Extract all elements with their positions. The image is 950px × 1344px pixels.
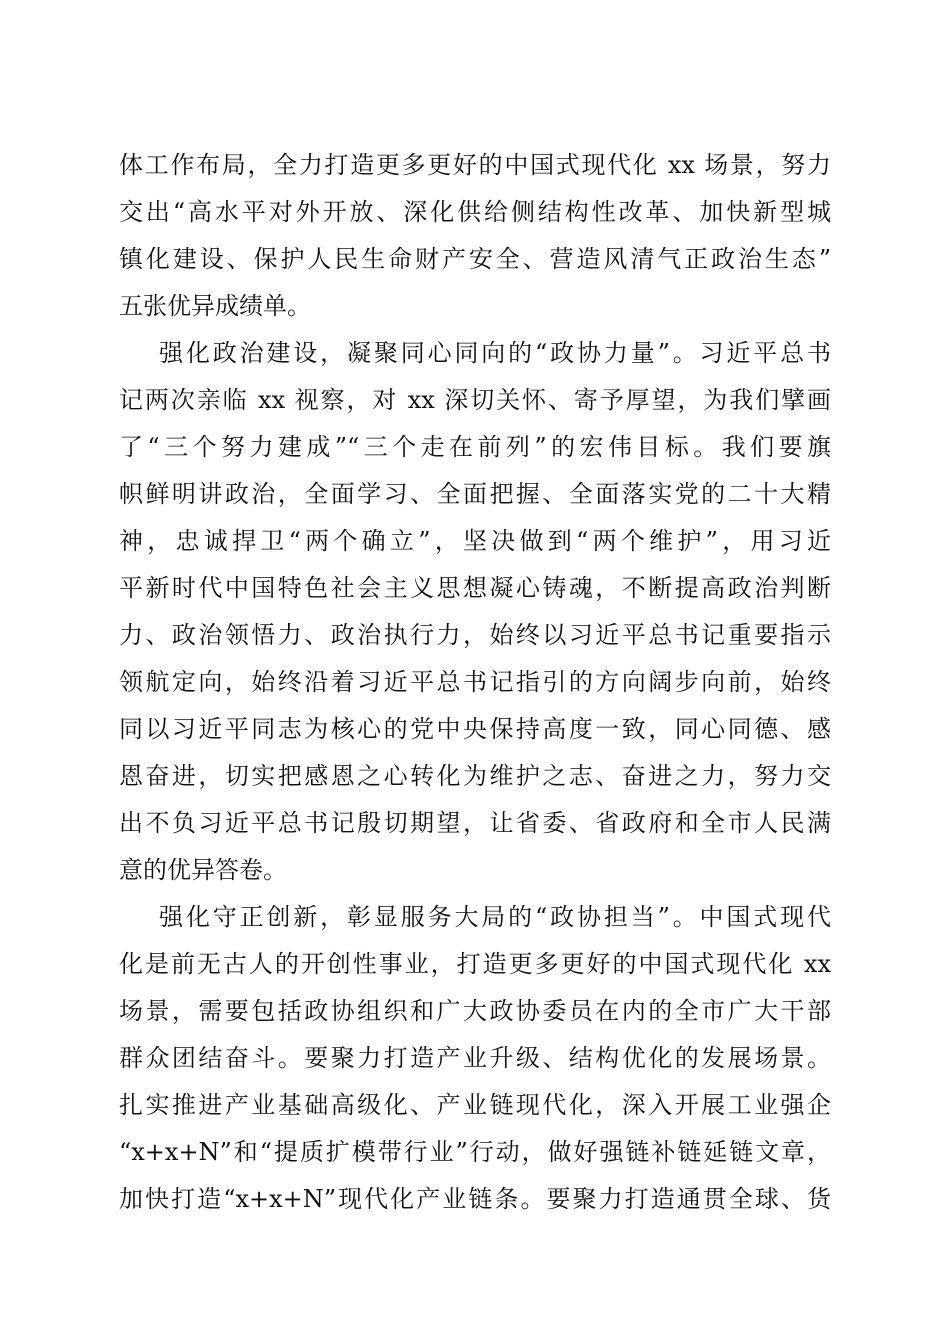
text-line: 强化守正创新，彰显服务大局的“政协担当”。中国式现代 xyxy=(159,903,831,931)
text-line: 镇化建设、保护人民生命财产安全、营造风清气正政治生态” xyxy=(119,245,831,273)
text-line: 平新时代中国特色社会主义思想凝心铸魂，不断提高政治判断 xyxy=(119,574,831,602)
text-line: 群众团结奋斗。要聚力打造产业升级、结构优化的发展场景。 xyxy=(119,1044,831,1072)
text-line: 了“三个努力建成”“三个走在前列”的宏伟目标。我们要旗 xyxy=(119,433,831,461)
text-line: 五张优异成绩单。 xyxy=(119,292,311,320)
text-line: 力、政治领悟力、政治执行力，始终以习近平总书记重要指示 xyxy=(119,621,831,649)
text-line: 领航定向，始终沿着习近平总书记指引的方向阔步向前，始终 xyxy=(119,668,831,696)
text-line: 加快打造“x+x+N”现代化产业链条。要聚力打造通贯全球、货 xyxy=(119,1185,831,1213)
document-body xyxy=(119,142,831,1223)
text-line: 恩奋进，切实把感恩之心转化为维护之志、奋进之力，努力交 xyxy=(119,762,831,790)
paragraph-innovation xyxy=(119,894,831,1223)
paragraph-continuation xyxy=(119,142,831,330)
text-line: 场景，需要包括政协组织和广大政协委员在内的全市广大干部 xyxy=(119,997,831,1025)
text-line: 同以习近平同志为核心的党中央保持高度一致，同心同德、感 xyxy=(119,715,831,743)
text-line: 化是前无古人的开创性事业，打造更多更好的中国式现代化 xx xyxy=(119,950,831,978)
paragraph-political-construction xyxy=(119,330,831,894)
text-line: 强化政治建设，凝聚同心同向的“政协力量”。习近平总书 xyxy=(159,339,831,367)
text-line: 帜鲜明讲政治，全面学习、全面把握、全面落实党的二十大精 xyxy=(119,480,831,508)
text-line: 体工作布局，全力打造更多更好的中国式现代化 xx 场景，努力 xyxy=(119,151,831,179)
text-line: 神，忠诚捍卫“两个确立”，坚决做到“两个维护”，用习近 xyxy=(119,527,831,555)
text-line: 记两次亲临 xx 视察，对 xx 深切关怀、寄予厚望，为我们擘画 xyxy=(119,386,831,414)
text-line: 交出“高水平对外开放、深化供给侧结构性改革、加快新型城 xyxy=(119,198,831,226)
text-line: 意的优异答卷。 xyxy=(119,856,287,884)
text-line: 出不负习近平总书记殷切期望，让省委、省政府和全市人民满 xyxy=(119,809,831,837)
text-line: “x+x+N”和“提质扩模带行业”行动，做好强链补链延链文章， xyxy=(119,1138,831,1166)
text-line: 扎实推进产业基础高级化、产业链现代化，深入开展工业强企 xyxy=(119,1091,831,1119)
